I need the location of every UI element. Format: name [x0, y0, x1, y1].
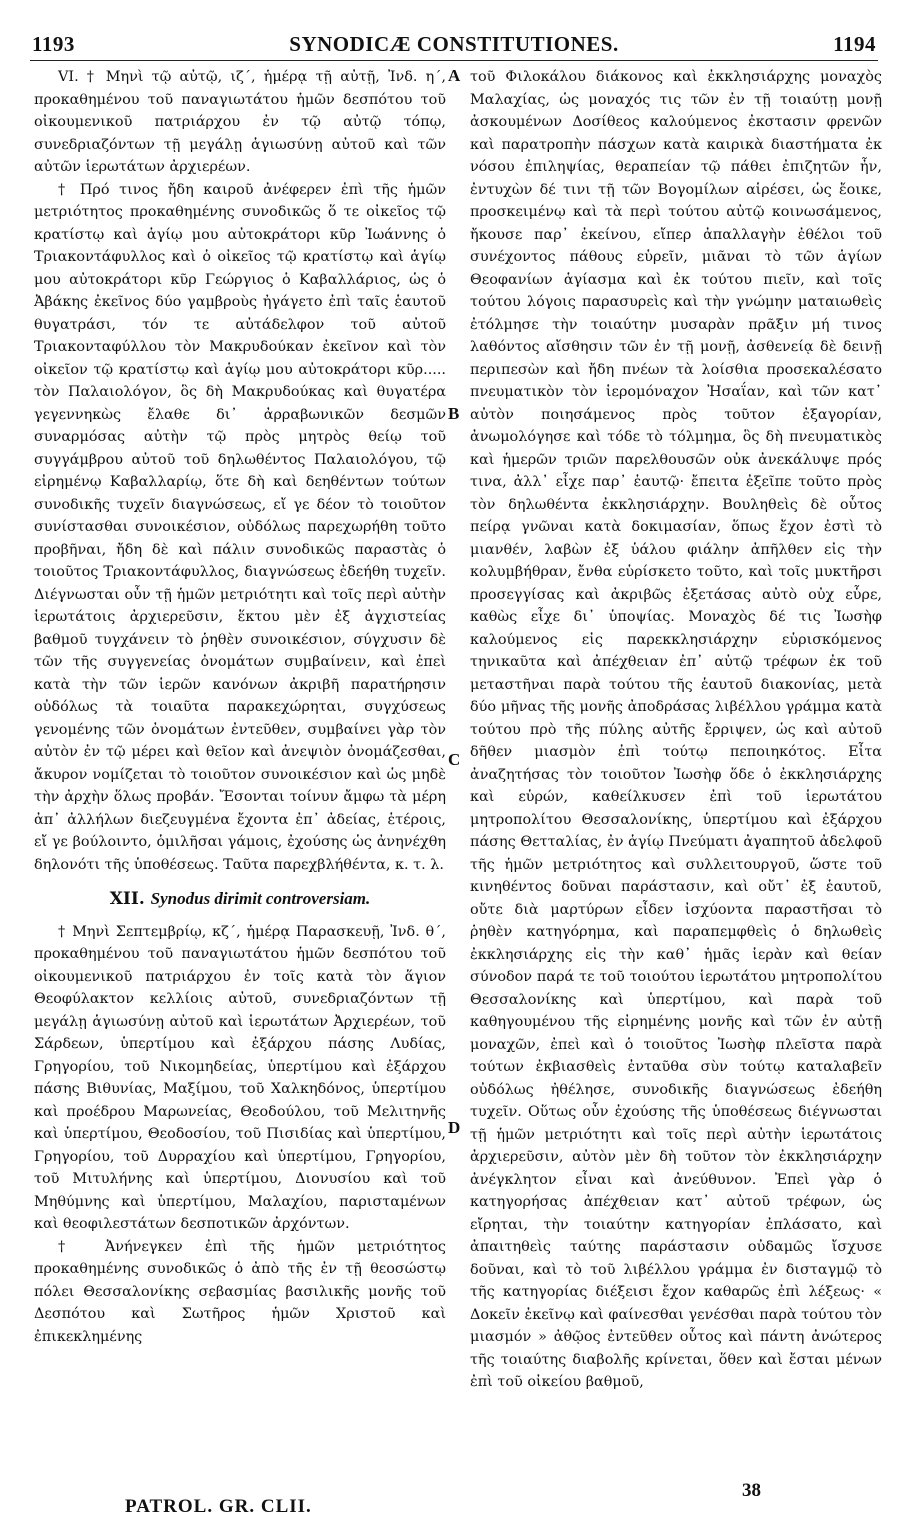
section-number: XII. [109, 889, 145, 909]
left-page-number: 1193 [32, 32, 75, 56]
margin-marker-a: A [448, 66, 461, 85]
running-title: SYNODICÆ CONSTITUTIONES. [289, 32, 619, 56]
right-column [470, 66, 882, 1394]
section-title [34, 888, 446, 911]
footer-signature: PATROL. GR. CLII. [125, 1496, 312, 1517]
right-paragraph-1: τοῦ Φιλοκάλου διάκονος καὶ ἐκκλησιάρχης μοναχὸς Μαλαχίας, ὡς μοναχός τις τῶν ἐν τῇ τοιαύτῃ μονῇ ἀσκουμένων Δοσίθεος καλούμενος ἐκστασιν φρενῶν καὶ παρατροπὴν πάσχων κατὰ καιρικὰ διαστήματα ἐκ νόσου ἐπιληψίας, θεραπείαν τῷ πάθει ἐπιζητῶν ἦν, ἐντυχὼν δέ τινι τῇ τῶν Βογομίλων αἱρέσει, ὡς ἔοικε, προσκειμένῳ καὶ τὰ περὶ τούτου αὐτῷ κοινωσάμενος, ἤκουσε παρ᾽ ἐκείνου, εἴπερ ἀπαλλαγὴν ἐθέλοι τοῦ συνέχοντος πάθους εὑρεῖν, μιᾶναι τὸ τῶν ἁγίων Θεοφανίων ἁγίασμα καὶ ἐκ τούτου πιεῖν, καὶ τοῖς τούτου λόγοις παρασυρεὶς καὶ τὴν γνώμην ματαιωθεὶς ἐτόλμησε τὴν τοιαύτην μυσαρὰν πρᾶξιν μή τινος λαθόντος αἴσθησιν τῶν ἐν τῇ μονῇ, ἀσθενείᾳ δὲ δεινῇ περιπεσὼν καὶ ἤδη πνέων τὰ λοίσθια προσεκαλέσατο πνευματικὸν τὸν ἱερομόναχον Ἠσαΐαν, καὶ τῶν κατ᾽ αὐτὸν ποιησάμενος πρὸς τοῦτον ἐξαγορίαν, ἀνωμολόγησε καὶ τόδε τὸ τόλμημα, ὃς δὴ πνευματικὸς καὶ ἡμερῶν τριῶν παρελθουσῶν οὐκ ἀνεκάλυψε πρός τινα, ἀλλ᾽ εἶχε παρ᾽ ἑαυτῷ· ἔπειτα ἐξεῖπε τοῦτο πρὸς τὸν δηλωθέντα ἐκκλησιάρχην. Βουληθεὶς δὲ οὗτος πείρᾳ γνῶναι κατὰ δοκιμασίαν, ὅπως ἔχον ἐστὶ τὸ μιανθέν, λαβὼν ἐξ ὑάλου φιάλην ἀπῆλθεν εἰς τὴν κολυμβήθραν, ἔνθα εὑρίσκετο τοῦτο, καὶ τοῖς μυκτῆρσι προσεγγίσας καὶ ἀκριβῶς ἐξετάσας αὐτὸ οὐχ εὗρε, καθὼς εἶχε δι᾽ ὑποψίας. Μοναχὸς δέ τις Ἰωσὴφ καλούμενος εἰς παρεκκλησιάρχην εὑρισκόμενος τηνικαῦτα καὶ ἀπέχθειαν ἐπ᾽ αὐτῷ τρέφων ἐκ τοῦ μεταστῆναι παρὰ τούτου τῆς ἑαυτοῦ διακονίας, μετὰ δύο μῆνας τῆς μονῆς ἀποδράσας λιβέλλου γράμμα κατὰ τούτου πρὸ τῆς πύλης αὐτῆς ἔρριψεν, ὡς καὶ αὐτοῦ δῆθεν μιασμὸν ἐπὶ τούτῳ πεποιηκότος. Εἶτα ἀναζητήσας τὸν τοιοῦτον Ἰωσὴφ ὅδε ὁ ἐκκλησιάρχης καὶ εὑρών, καθείλκυσεν ἐπὶ τοῦ ἱερωτάτου μητροπολίτου Θεσσαλονίκης, ὑπερτίμου καὶ ἐξάρχου πάσης Θετταλίας, ἐν ἁγίῳ Πνεύματι ἀγαπητοῦ ἀδελφοῦ τῆς ἡμῶν μετριότητος καὶ συλλειτουργοῦ, ὥστε τοῦ κινηθέντος δοῦναι παράστασιν, καὶ οὔτ᾽ ἐξ ἑαυτοῦ, οὔτε διὰ μαρτύρων εἶδεν ἰσχύοντα παραστῆσαι τὸ ῥηθὲν κατηγόρημα, καὶ παραπεμφθεὶς ὁ δηλωθεὶς ἐκκλησιάρχης εἰς τὴν καθ᾽ ἡμᾶς ἱερὰν καὶ θείαν σύνοδον παρά τε τοῦ τοιούτου ἱερωτάτου μητροπολίτου Θεσσαλονίκης καὶ ὑπερτίμου, καὶ παρὰ τοῦ καθηγουμένου τῆς εἰρημένης μονῆς καὶ τῶν ἐν αὐτῇ μοναχῶν, ἐπεὶ καὶ ὁ τοιοῦτος Ἰωσὴφ πλεῖστα παρὰ τούτων ἐκβιασθεὶς ἐνταῦθα σὺν τούτῳ καταλαβεῖν οὐδόλως ἠθέλησε, συνοδικῆς διαγνώσεως ἐδεήθη τυχεῖν. Οὕτως οὖν ἐχούσης τῆς ὑποθέσεως διέγνωσται τῇ ἡμῶν μετριότητι καὶ τοῖς περὶ αὐτὴν ἱερωτάτοις ἀρχιερεῦσιν, αὐτὸν μὲν δὴ τοῦτον τὸν ἐκκλησιάρχην ἀνέγκλητον εἶναι καὶ ἀνεύθυνον. Ἐπεὶ γὰρ ὁ κατηγορήσας ἀπέχθειαν κατ᾽ αὐτοῦ τρέφων, ὡς εἴρηται, τὴν τοιαύτην κατηγορίαν ἐπλάσατο, καὶ ἀπαιτηθεὶς ταύτης παράστασιν οὐδαμῶς ἴσχυσε δοῦναι, καὶ τὸ τοῦ λιβέλλου γράμμα ἐν δισταγμῷ τὸ τῆς κατηγορίας διέξεισι ἔχον καθαρῶς ἐπὶ λέξεως· « Δοκεῖν ἐκεῖνῳ καὶ φαίνεσθαι γενέσθαι παρὰ τούτου τὸν μιασμόν » ἀθῷος ἐντεῦθεν οὗτος καὶ πάντη ἀνώτερος τῆς τοιαύτης διαβολῆς κρίνεται, ὅθεν καὶ ἔσται μένων ἐπὶ τοῦ οἰκείου βαθμοῦ, [470, 69, 882, 1390]
left-column [34, 66, 446, 1348]
margin-marker-d: D [448, 1118, 461, 1137]
left-paragraph-4: † Ἀνήνεγκεν ἐπὶ τῆς ἡμῶν μετριότητος προκαθημένης συνοδικῶς ὁ ἀπὸ τῆς ἐν τῇ θεοσώστῳ πόλει Θεσσαλονίκης σεβασμίας βασιλικῆς μονῆς τοῦ Δεσπότου καὶ Σωτῆρος ἡμῶν Χριστοῦ καὶ ἐπικεκλημένης [34, 1238, 446, 1345]
margin-marker-b: B [448, 404, 460, 423]
left-paragraph-1: VI. † Μηνὶ τῷ αὐτῷ, ιζ΄, ἡμέρᾳ τῇ αὐτῇ, Ἰνδ. η΄, προκαθημένου τοῦ παναγιωτάτου ἡμῶν δεσπότου τοῦ οἰκουμενικοῦ πατριάρχου ἐν τῷ αὐτῷ τόπῳ, συνεδριαζόντων τῇ μεγάλῃ ἁγιωσύνῃ αὐτοῦ καὶ τῶν αὐτῶν ἱερωτάτων ἀρχιερέων. [34, 69, 446, 175]
right-page-number: 1194 [833, 32, 876, 56]
footer-sheet-number: 38 [742, 1480, 761, 1501]
section-title-text: Synodus dirimit controversiam. [150, 889, 371, 908]
left-paragraph-2: † Πρό τινος ἤδη καιροῦ ἀνέφερεν ἐπὶ τῆς ἡμῶν μετριότητος προκαθημένης συνοδικῶς ὅ τε οἰκεῖος τῷ κρατίστῳ καὶ ἁγίῳ μου αὐτοκράτορι κῦρ Ἰωάννης ὁ Τριακοντάφυλλος καὶ ὁ οἰκεῖος τῷ κρατίστῳ καὶ ἁγίῳ μου αὐτοκράτορι κῦρ Γεώργιος ὁ Καβαλλάριος, ὡς ὁ Ἀβάκης ἐκεῖνος δύο γαμβροὺς ἠγάγετο ἐπὶ ταῖς ἑαυτοῦ θυγατράσι, τόν τε αὐτάδελφον τοῦ αὐτοῦ Τριακονταφύλλου τὸν Μακρυδούκαν ἐκεῖνον καὶ τὸν οἰκεῖον τῷ κρατίστῳ καὶ ἁγίῳ μου αὐτοκράτορι κῦρ..... τὸν Παλαιολόγον, ὃς δὴ Μακρυδούκας καὶ θυγατέρα γεγεννηκὼς ἔλαθε δι᾽ ἀρραβωνικῶν δεσμῶν συναρμόσας αὐτὴν τῷ πρὸς μητρὸς θείῳ τοῦ συγγάμβρου αὐτοῦ τοῦ δηλωθέντος Παλαιολόγου, τῷ εἰρημένῳ Καβαλλαρίῳ, ὅτε δὴ καὶ δεηθέντων τούτων συνοδικῆς τυχεῖν διαγνώσεως, εἴ γε δέον τὸ τοιοῦτον συνίστασθαι συνοικέσιον, οὐδόλως παρεχωρήθη τοῦτο προβῆναι, ἤδη δὲ καὶ πάλιν συνοδικῶς παραστὰς ὁ τοιοῦτος Τριακοντάφυλλος, διαγνώσεως ἐδεήθη τυχεῖν. Διέγνωσται οὖν τῇ ἡμῶν μετριότητι καὶ τοῖς περὶ αὐτὴν ἱερωτάτοις ἀρχιερεῦσιν, ἕκτου μὲν ἐξ ἀγχιστείας βαθμοῦ τυγχάνειν τὸ ῥηθὲν συνοικέσιον, σύγχυσιν δὲ τῶν τῆς συγγενείας ὀνομάτων συμβαίνειν, καὶ ἐπεὶ κατὰ τὴν τῶν ἱερῶν κανόνων ἀκριβῆ παρατήρησιν οὐδόλως τὰ τοιαῦτα παρακεχώρηται, συγχύσεως γενομένης τῶν ὀνομάτων ἐντεῦθεν, συμβαίνει γὰρ τὸν αὐτὸν ἐν τῷ μέρει καὶ θεῖον καὶ ἀνεψιὸν ὀνομάζεσθαι, ἄκυρον νομίζεται τὸ τοιοῦτον συνοικέσιον καὶ ὡς μηδὲ τὴν ἀρχὴν ὅλως προβάν. Ἔσονται τοίνυν ἄμφω τὰ μέρη ἀπ᾽ ἀλλήλων διεζευγμένα ἔχοντα ἐπ᾽ ἀδείας, ἑτέροις, εἴ γε βούλοιντο, ὁμιλῆσαι γάμοις, ἐχούσης ὡς ἀνηνέχθη δηλονότι τῆς ὑποθέσεως. Ταῦτα παρεχβλήθέντα, κ. τ. λ. [34, 181, 446, 873]
page-header [30, 30, 878, 61]
margin-marker-c: C [448, 750, 461, 769]
left-paragraph-3: † Μηνὶ Σεπτεμβρίῳ, κζ΄, ἡμέρᾳ Παρασκευῇ, Ἰνδ. θ΄, προκαθημένου τοῦ παναγιωτάτου ἡμῶν δεσπότου τοῦ οἰκουμενικοῦ πατριάρχου ἐν τοῖς κατὰ τὸν ἅγιον Θεοφύλακτον κελλίοις αὐτοῦ, συνεδριαζόντων τῇ μεγάλῃ ἁγιωσύνῃ αὐτοῦ καὶ ἱερωτάτων Ἀρχιερέων, τοῦ Σάρδεων, ὑπερτίμου καὶ ἐξάρχου πάσης Λυδίας, Γρηγορίου, τοῦ Νικομηδείας, ὑπερτίμου καὶ ἐξάρχου πάσης Βιθυνίας, Μαξίμου, τοῦ Χαλκηδόνος, ὑπερτίμου καὶ προέδρου Μαρωνείας, Θεοδούλου, τοῦ Μελιτηνῆς καὶ ὑπερτίμου, Θεοδοσίου, τοῦ Πισιδίας καὶ ὑπερτίμου, Γρηγορίου, τοῦ Δυρραχίου καὶ ὑπερτίμου, Γρηγορίου, τοῦ Μιτυλήνης καὶ ὑπερτίμου, Διονυσίου καὶ τοῦ Μηθύμνης καὶ ὑπερτίμου, Μαλαχίου, παρισταμένων καὶ θεοφιλεστάτων δεσποτικῶν ἀρχόντων. [34, 923, 446, 1232]
